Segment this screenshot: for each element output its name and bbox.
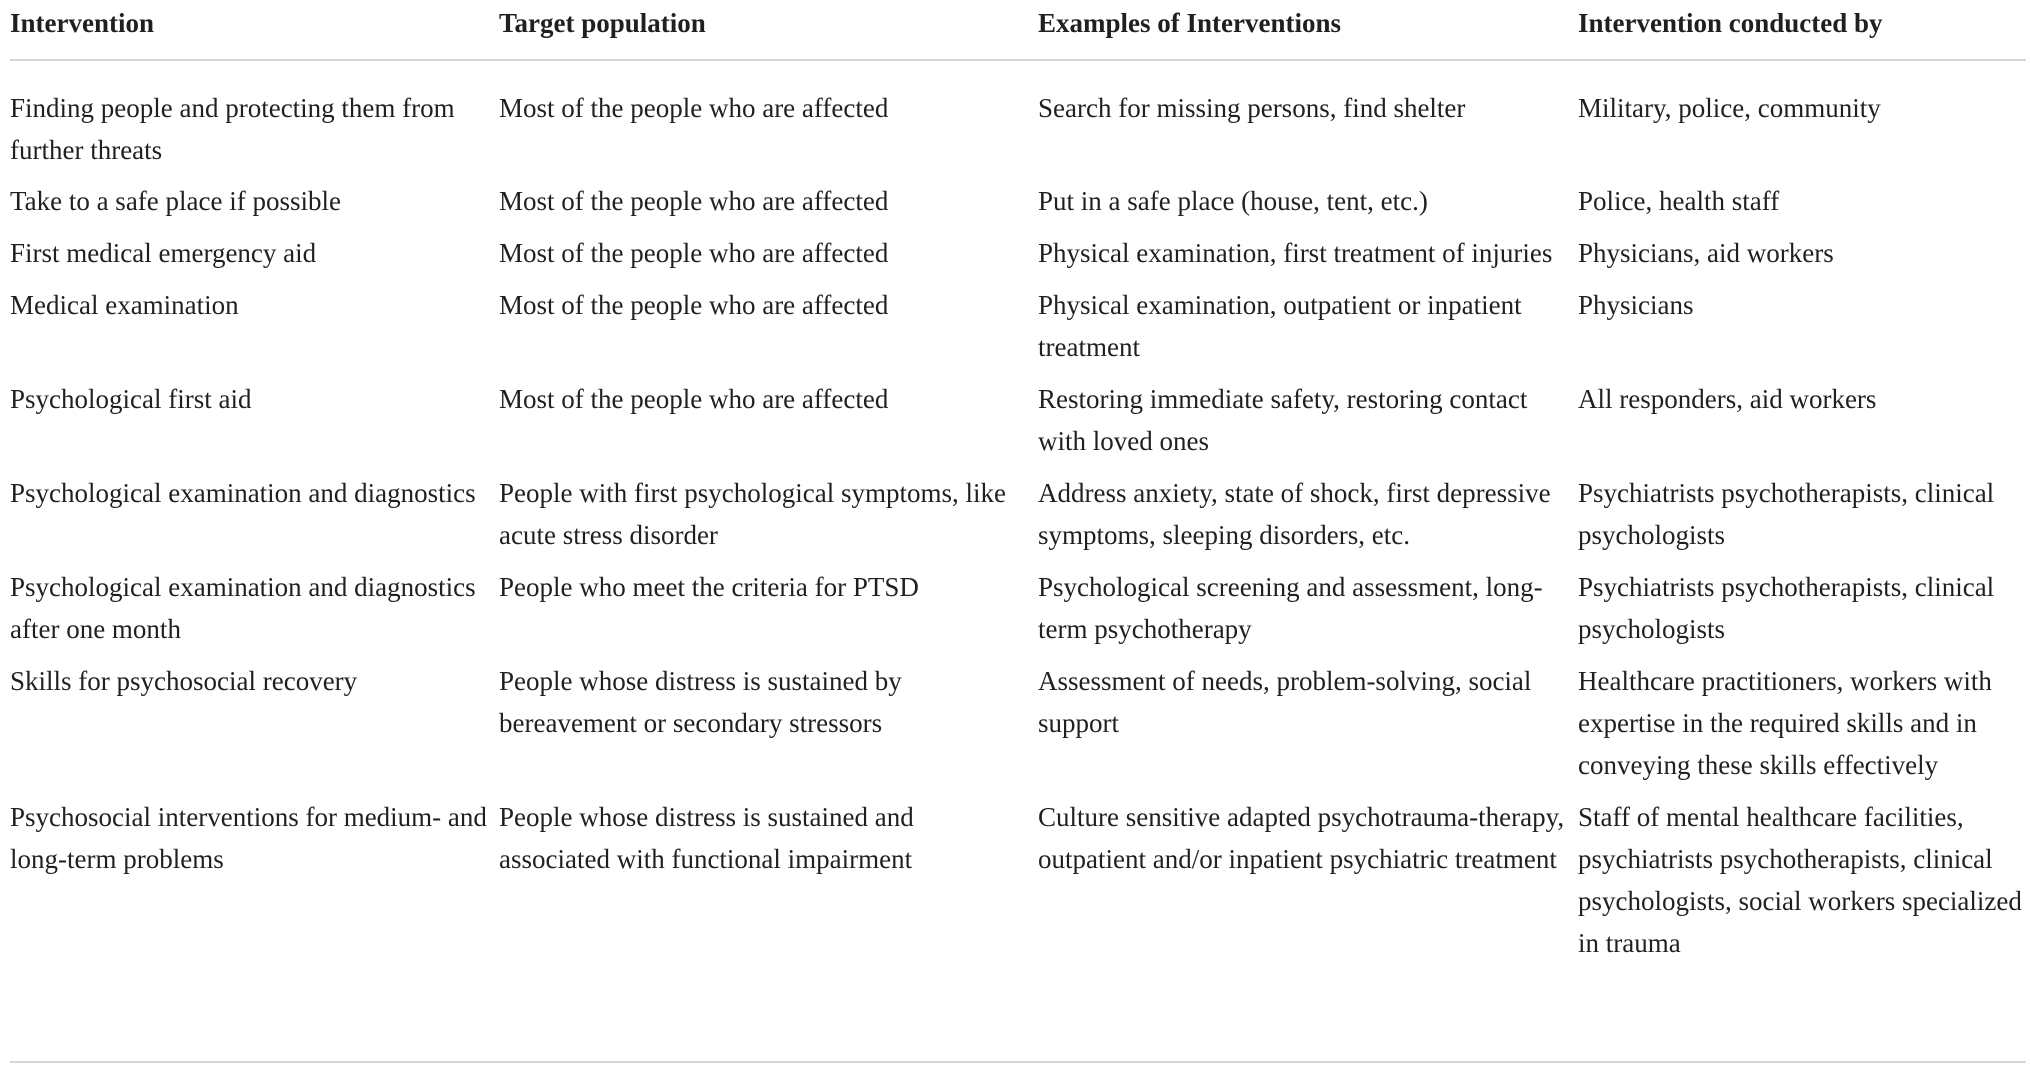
table-row — [10, 660, 2026, 786]
cell-conducted-by: Psychiatrists psychotherapists, clinical psychologists — [1578, 572, 1995, 644]
cell-examples: Assessment of needs, problem-solving, social support — [1038, 666, 1532, 738]
cell-conducted-by: Psychiatrists psychotherapists, clinical psychologists — [1578, 478, 1995, 550]
cell-examples: Culture sensitive adapted psychotrauma-therapy, outpatient and/or inpatient psychiatric treatment — [1038, 802, 1565, 874]
cell-conducted-by: Physicians, aid workers — [1578, 238, 1834, 268]
table-row — [10, 566, 2026, 650]
cell-examples: Psychological screening and assessment, long- term psychotherapy — [1038, 572, 1543, 644]
cell-conducted-by: Staff of mental healthcare facilities, psychiatrists psychotherapists, clinical psychologists, social workers specialized in trauma — [1578, 802, 2022, 958]
cell-intervention: Psychological examination and diagnostics — [10, 478, 476, 508]
table-row — [10, 87, 2026, 171]
header-conducted-by: Intervention conducted by — [1578, 8, 1883, 38]
cell-examples: Search for missing persons, find shelter — [1038, 93, 1466, 123]
cell-intervention: Skills for psychosocial recovery — [10, 666, 358, 696]
cell-conducted-by: Military, police, community — [1578, 93, 1881, 123]
table-header-row — [10, 0, 2026, 61]
table-row — [10, 180, 2026, 222]
cell-conducted-by: Physicians — [1578, 290, 1694, 320]
cell-examples: Address anxiety, state of shock, first depressive symptoms, sleeping disorders, etc. — [1038, 478, 1551, 550]
interventions-table — [10, 0, 2026, 964]
cell-intervention: Psychological examination and diagnostics after one month — [10, 572, 476, 644]
table-bottom-rule — [10, 1061, 2026, 1063]
table-row — [10, 232, 2026, 274]
cell-examples: Restoring immediate safety, restoring contact with loved ones — [1038, 384, 1528, 456]
cell-intervention: Medical examination — [10, 290, 239, 320]
table-row — [10, 796, 2026, 964]
cell-target-population: People whose distress is sustained by bereavement or secondary stressors — [499, 666, 902, 738]
table-row — [10, 472, 2026, 556]
header-intervention: Intervention — [10, 8, 154, 38]
cell-conducted-by: Police, health staff — [1578, 186, 1780, 216]
cell-target-population: People who meet the criteria for PTSD — [499, 572, 919, 602]
cell-examples: Physical examination, outpatient or inpatient treatment — [1038, 290, 1522, 362]
cell-conducted-by: All responders, aid workers — [1578, 384, 1877, 414]
cell-target-population: Most of the people who are affected — [499, 238, 889, 268]
cell-target-population: Most of the people who are affected — [499, 186, 889, 216]
cell-target-population: Most of the people who are affected — [499, 290, 889, 320]
cell-intervention: Psychosocial interventions for medium- and long-term problems — [10, 802, 487, 874]
cell-intervention: First medical emergency aid — [10, 238, 317, 268]
header-examples: Examples of Interventions — [1038, 8, 1341, 38]
cell-intervention: Psychological first aid — [10, 384, 252, 414]
cell-target-population: People with first psychological symptoms, like acute stress disorder — [499, 478, 1006, 550]
cell-target-population: Most of the people who are affected — [499, 93, 889, 123]
cell-examples: Put in a safe place (house, tent, etc.) — [1038, 186, 1428, 216]
header-target-population: Target population — [499, 8, 706, 38]
cell-intervention: Take to a safe place if possible — [10, 186, 341, 216]
table-row — [10, 378, 2026, 462]
cell-target-population: People whose distress is sustained and associated with functional impairment — [499, 802, 914, 874]
cell-target-population: Most of the people who are affected — [499, 384, 889, 414]
cell-intervention: Finding people and protecting them from further threats — [10, 93, 455, 165]
cell-examples: Physical examination, first treatment of injuries — [1038, 238, 1553, 268]
cell-conducted-by: Healthcare practitioners, workers with expertise in the required skills and in conveying these skills effectively — [1578, 666, 1992, 780]
table-row — [10, 284, 2026, 368]
